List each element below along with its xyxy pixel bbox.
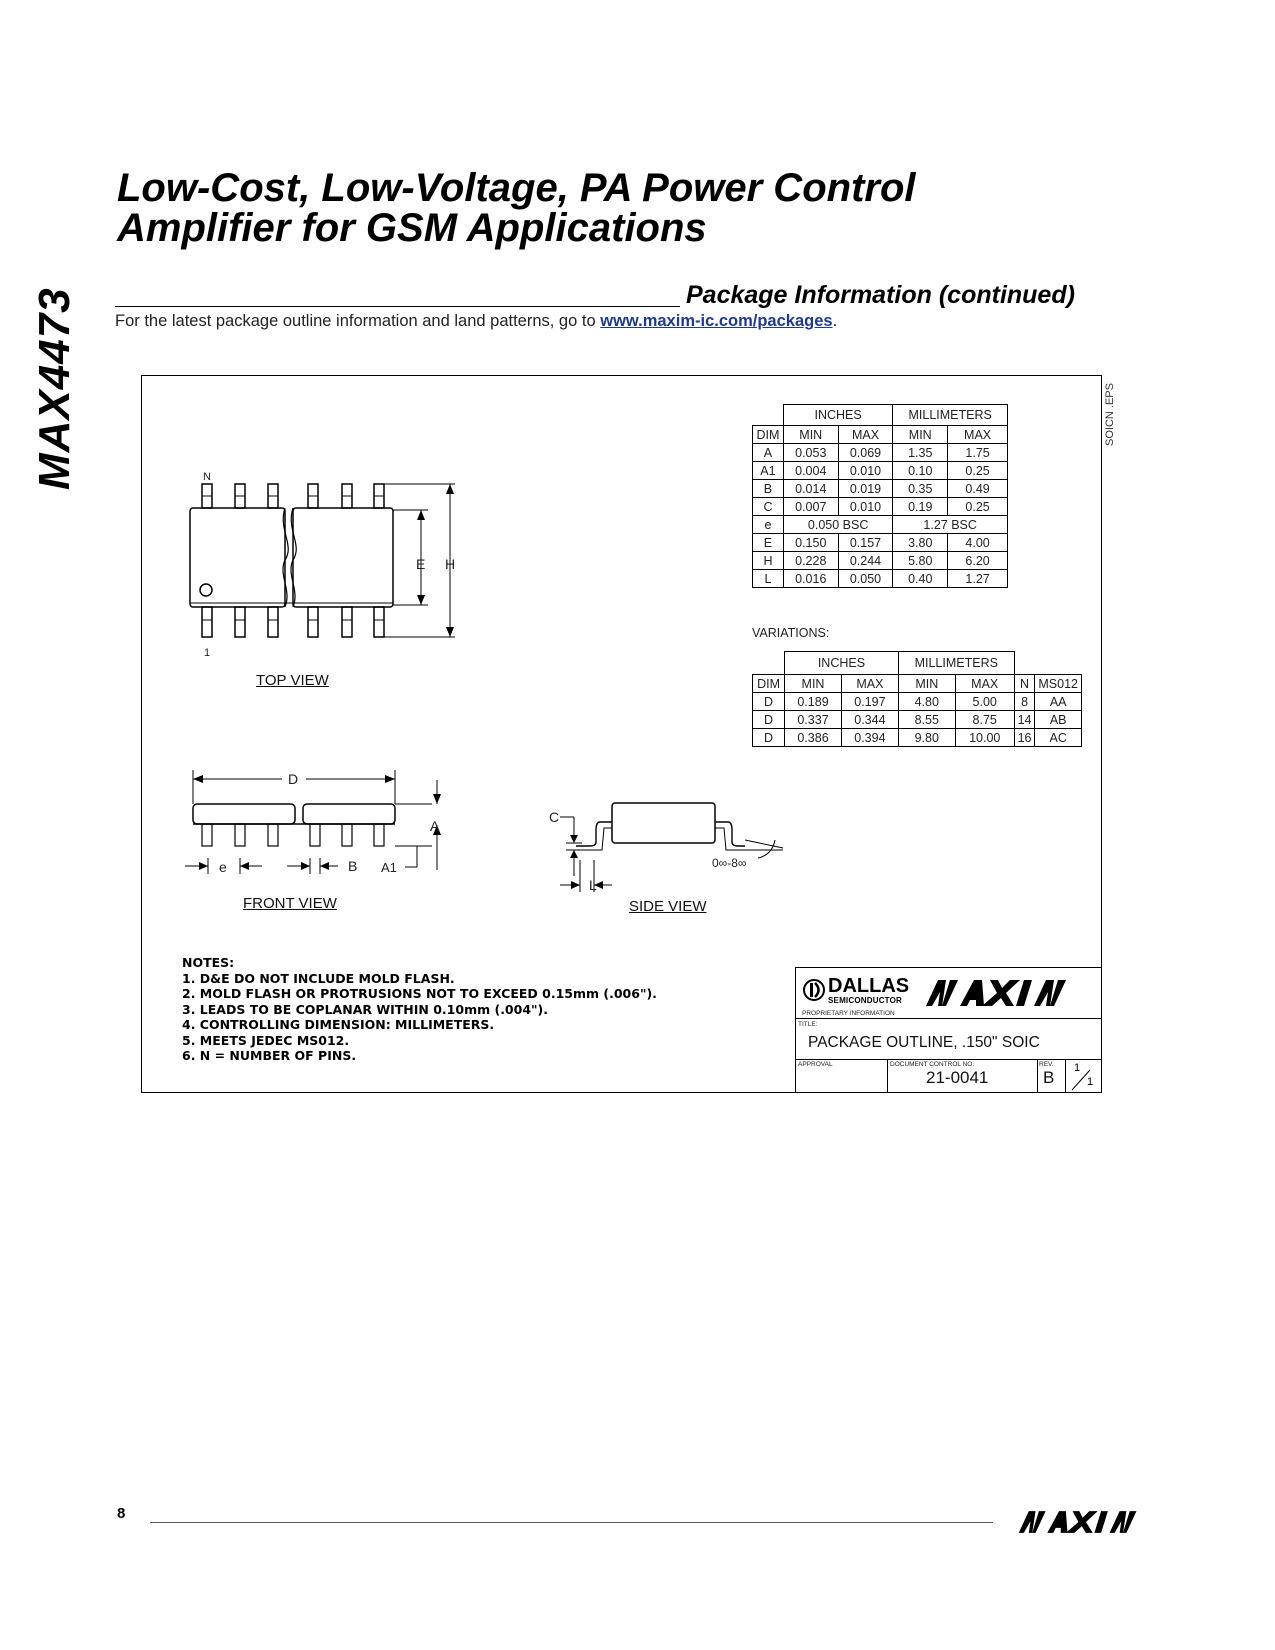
front-body-left (193, 804, 295, 824)
table-cell: 0.25 (948, 498, 1008, 516)
group-millimeters: MILLIMETERS (893, 405, 1008, 426)
col-header: MIN (783, 426, 838, 444)
front-body-right (303, 804, 395, 824)
col-header: MAX (948, 426, 1008, 444)
table-cell: 0.150 (783, 534, 838, 552)
label-b-dim: B (348, 858, 358, 874)
label-e-pitch: e (219, 859, 227, 875)
col-header: MAX (955, 675, 1014, 693)
table-cell: B (753, 480, 784, 498)
table-row (753, 570, 1008, 588)
package-title: PACKAGE OUTLINE, .150" SOIC (808, 1034, 1040, 1051)
dallas-logo-icon (802, 978, 826, 1002)
table-cell: 0.007 (783, 498, 838, 516)
sheet-total: 1 (1087, 1076, 1094, 1088)
note-item: 6. N = NUMBER OF PINS. (182, 1048, 357, 1063)
table-cell: 9.80 (898, 729, 955, 747)
table-row (753, 462, 1008, 480)
table-cell: A1 (753, 462, 784, 480)
title-label: TITLE: (798, 1021, 818, 1028)
col-header: MS012 (1035, 675, 1082, 693)
table-row (753, 552, 1008, 570)
front-view-label: FRONT VIEW (243, 895, 337, 912)
table-cell: D (753, 729, 785, 747)
top-view-body-left (190, 508, 285, 607)
sheet-number: 1 (1074, 1062, 1081, 1074)
table-cell: 0.157 (838, 534, 893, 552)
top-view-label: TOP VIEW (256, 672, 329, 689)
sheet-slash (1068, 1062, 1098, 1092)
table-cell: 1.35 (893, 444, 948, 462)
table-cell: 0.016 (783, 570, 838, 588)
top-pins (202, 484, 384, 508)
label-d-dim: D (288, 771, 299, 787)
table-cell: 0.189 (785, 693, 842, 711)
side-lead-right (715, 822, 745, 846)
table-group-header-row (753, 405, 1008, 426)
table-row (753, 480, 1008, 498)
table-cell: E (753, 534, 784, 552)
col-header: DIM (753, 675, 785, 693)
table-cell: 10.00 (955, 729, 1014, 747)
label-a-dim: A (430, 818, 440, 834)
front-leads (202, 824, 384, 846)
table-row (753, 729, 1082, 747)
eps-filename: SOICN .EPS (1104, 383, 1116, 446)
table-cell: 0.244 (838, 552, 893, 570)
dimension-table (752, 404, 1008, 588)
title-line-2: Amplifier for GSM Applications (117, 206, 707, 250)
table-cell: 1.27 (948, 570, 1008, 588)
title-block (795, 967, 1102, 1093)
table-cell: 0.019 (838, 480, 893, 498)
var-group-inches: INCHES (785, 652, 899, 675)
intro-lead: For the latest package outline information and land patterns, go to (115, 312, 601, 330)
tb-divider-3 (1065, 1060, 1066, 1093)
note-item: 3. LEADS TO BE COPLANAR WITHIN 0.10mm (.004"). (182, 1001, 549, 1017)
label-h-dim: H (445, 556, 456, 572)
table-cell: 0.40 (893, 570, 948, 588)
title-block-title-row (796, 1019, 1102, 1060)
side-part-number: MAX4473 (30, 287, 79, 490)
note-item: 4. CONTROLLING DIMENSION: MILLIMETERS. (182, 1017, 495, 1032)
section-title: Package Information (continued) (686, 281, 1075, 309)
dallas-semiconductor: SEMICONDUCTOR (828, 996, 903, 1005)
label-l-dim: L (589, 877, 597, 893)
table-cell: 8 (1014, 693, 1035, 711)
label-a1-dim: A1 (381, 860, 397, 875)
var-header-row (753, 675, 1082, 693)
intro-end: . (832, 312, 838, 330)
col-header: MAX (841, 675, 898, 693)
table-cell: 0.228 (783, 552, 838, 570)
proprietary-label: PROPRIETARY INFORMATION (802, 1010, 895, 1017)
doc-control-label: DOCUMENT CONTROL NO. (890, 1061, 975, 1068)
tb-divider-2 (1037, 1060, 1038, 1093)
tb-divider-1 (887, 1060, 888, 1093)
table-cell: 1.27 BSC (893, 516, 1008, 534)
page-number: 8 (117, 1505, 126, 1522)
table-corner (753, 405, 784, 426)
table-cell: L (753, 570, 784, 588)
table-cell: 5.00 (955, 693, 1014, 711)
var-table-corner-right (1014, 652, 1081, 675)
side-body (612, 803, 715, 843)
table-cell: 0.386 (785, 729, 842, 747)
table-cell: 0.014 (783, 480, 838, 498)
table-cell: 8.55 (898, 711, 955, 729)
table-cell: C (753, 498, 784, 516)
table-cell: 0.010 (838, 498, 893, 516)
var-table-corner (753, 652, 785, 675)
table-cell: 0.050 BSC (783, 516, 892, 534)
table-cell: AB (1035, 711, 1082, 729)
label-pin-n: N (203, 471, 211, 483)
title-block-logo-row (796, 968, 1102, 1019)
table-cell: 0.344 (841, 711, 898, 729)
title-line-1: Low-Cost, Low-Voltage, PA Power Control (117, 166, 916, 210)
table-cell: AC (1035, 729, 1082, 747)
revision-value: B (1043, 1068, 1055, 1087)
packages-link[interactable]: www.maxim-ic.com/packages (600, 312, 833, 330)
note-item: 2. MOLD FLASH OR PROTRUSIONS NOT TO EXCEED 0.15mm (.006"). (182, 986, 657, 1001)
table-cell: 0.069 (838, 444, 893, 462)
footer-rule (150, 1522, 993, 1523)
col-header: MAX (838, 426, 893, 444)
table-cell: 5.80 (893, 552, 948, 570)
var-group-header-row (753, 652, 1082, 675)
table-cell: 0.010 (838, 462, 893, 480)
dallas-wordmark: DALLAS (828, 975, 910, 997)
table-row (753, 444, 1008, 462)
side-view-label: SIDE VIEW (629, 898, 707, 915)
rev-label: REV. (1039, 1061, 1054, 1068)
table-cell: 8.75 (955, 711, 1014, 729)
table-row (753, 693, 1082, 711)
doc-control-number: 21-0041 (926, 1068, 989, 1087)
table-cell: 0.050 (838, 570, 893, 588)
table-cell: 4.80 (898, 693, 955, 711)
front-arrows (193, 775, 441, 870)
maxim-footer-logo-icon (1012, 1511, 1160, 1533)
note-item: 1. D&E DO NOT INCLUDE MOLD FLASH. (182, 970, 455, 986)
top-view-body-right (293, 508, 393, 607)
table-cell: 0.053 (783, 444, 838, 462)
table-cell: 0.25 (948, 462, 1008, 480)
table-header-row (753, 426, 1008, 444)
pin1-marker (200, 584, 212, 596)
group-inches: INCHES (783, 405, 892, 426)
table-cell: 0.19 (893, 498, 948, 516)
table-cell: 16 (1014, 729, 1035, 747)
variations-label: VARIATIONS: (752, 626, 830, 640)
bottom-pins (202, 607, 384, 637)
label-c-dim: C (549, 809, 560, 825)
table-cell: 3.80 (893, 534, 948, 552)
table-cell: H (753, 552, 784, 570)
notes-heading: NOTES: (182, 955, 235, 970)
notes-block (182, 955, 657, 1064)
col-header: N (1014, 675, 1035, 693)
table-cell: 4.00 (948, 534, 1008, 552)
table-cell: 0.004 (783, 462, 838, 480)
table-cell: A (753, 444, 784, 462)
table-cell: e (753, 516, 784, 534)
table-cell: 0.49 (948, 480, 1008, 498)
label-pin-1: 1 (204, 647, 211, 659)
col-header: MIN (898, 675, 955, 693)
table-cell: D (753, 711, 785, 729)
col-header: MIN (785, 675, 842, 693)
table-cell: 0.394 (841, 729, 898, 747)
table-row (753, 534, 1008, 552)
label-angle: 0∞-8∞ (712, 856, 747, 870)
side-lead-left (576, 822, 612, 846)
table-row (753, 711, 1082, 729)
table-row (753, 498, 1008, 516)
table-cell: AA (1035, 693, 1082, 711)
approval-label: APPROVAL (798, 1061, 833, 1068)
maxim-logo-icon (918, 980, 1094, 1006)
label-e-dim: E (416, 556, 426, 572)
variations-table (752, 651, 1082, 747)
table-row (753, 516, 1008, 534)
table-cell: D (753, 693, 785, 711)
note-item: 5. MEETS JEDEC MS012. (182, 1032, 350, 1048)
table-cell: 0.10 (893, 462, 948, 480)
col-header: DIM (753, 426, 784, 444)
var-group-millimeters: MILLIMETERS (898, 652, 1014, 675)
table-cell: 6.20 (948, 552, 1008, 570)
table-cell: 1.75 (948, 444, 1008, 462)
table-cell: 0.337 (785, 711, 842, 729)
table-cell: 0.35 (893, 480, 948, 498)
col-header: MIN (893, 426, 948, 444)
table-cell: 14 (1014, 711, 1035, 729)
table-cell: 0.197 (841, 693, 898, 711)
